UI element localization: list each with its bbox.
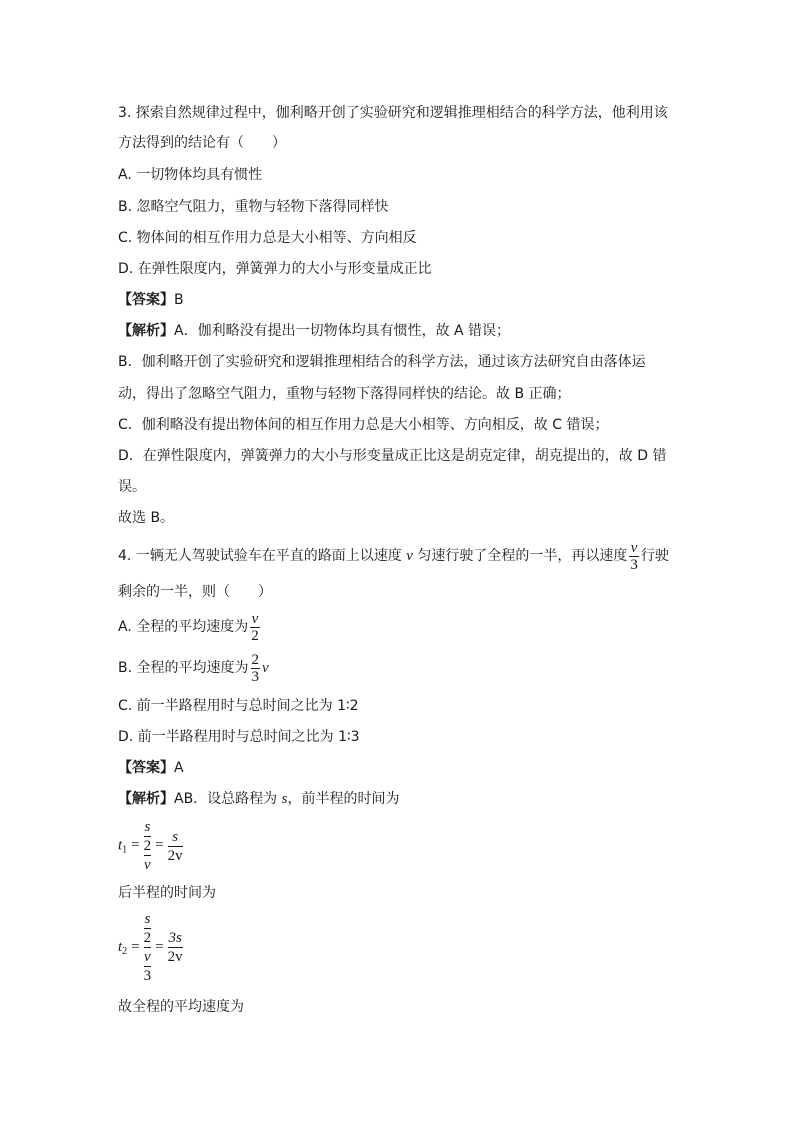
q3-stem-line2: 方法得到的结论有（ ） [118,135,286,151]
eq1-lhs-sub: 1 [122,844,128,856]
equation-t2 [118,910,183,985]
eq2-lhs-sub: 2 [122,945,128,957]
q4-option-b-text: B. 全程的平均速度为 [118,660,249,676]
eq2-rhs-fraction [168,929,183,966]
eq1-inner-fraction [144,818,152,855]
eq2-equals-2: = [155,938,164,955]
q4-stem-part1: 4. 一辆无人驾驶试验车在平直的路面上以速度 [118,548,402,564]
q4-answer [118,759,184,777]
q3-analysis-label: 【解析】 [118,323,174,339]
q4-answer-label: 【答案】 [118,760,174,776]
q3-stem-line1: 3. 探索自然规律过程中，伽利略开创了实验研究和逻辑推理相结合的科学方法，他利用该 [118,105,668,121]
eq1-compound-fraction [144,818,152,874]
equation-t1 [118,818,183,874]
q4-analysis-line [118,790,399,808]
q4-option-b-num: 2 [251,651,260,668]
eq1-rhs-den: 2v [167,847,183,864]
eq1-inner-den: 2 [143,838,152,854]
q4-stem-frac-den: 3 [630,556,638,573]
eq1-lhs: t [118,837,123,854]
q4-stem-fraction [629,540,639,573]
q3-answer [118,291,184,309]
q4-option-a-text: A. 全程的平均速度为 [118,619,249,635]
q3-option-a: A. 一切物体均具有惯性 [118,167,263,183]
eq1-rhs-fraction [168,828,183,865]
q4-option-b-den: 3 [251,668,260,685]
q4-answer-value: A [174,760,184,776]
eq1-rhs-num: s [172,828,179,845]
q4-stem-line1 [118,538,669,574]
q3-analysis-c: C．伽利略没有提出物体间的相互作用力总是大小相等、方向相反，故 C 错误； [118,417,609,433]
eq2-compound-fraction [144,910,152,985]
eq2-rhs-num: 3s [168,930,182,946]
q4-analysis-part2: ，前半程的时间为 [287,791,400,807]
q4-analysis-label: 【解析】 [118,791,174,807]
eq2-top-num: s [144,911,151,927]
eq2-lhs: t [118,938,123,955]
eq2-rhs-den: 2v [167,949,183,965]
q4-option-a [118,609,262,645]
q4-option-d: D. 前一半路程用时与总时间之比为 1∶3 [118,729,360,745]
q3-analysis-d2: 误。 [118,479,146,495]
q3-option-c: C. 物体间的相互作用力总是大小相等、方向相反 [118,230,417,246]
q3-answer-label: 【答案】 [118,292,174,308]
q3-conclusion: 故选 B。 [118,510,175,526]
q3-analysis-a-text: A．伽利略没有提出一切物体均具有惯性，故 A 错误； [174,323,511,339]
eq2-bot-den: 3 [143,968,152,984]
q4-option-a-fraction [250,611,260,644]
q3-analysis-a [118,322,510,340]
q4-final-line: 故全程的平均速度为 [118,999,244,1015]
q4-stem-part3: 行驶 [640,548,669,564]
eq2-equals: = [131,938,140,955]
q3-analysis-b1: B．伽利略开创了实验研究和逻辑推理相结合的科学方法，通过该方法研究自由落体运 [118,354,646,370]
q4-option-b [118,650,269,686]
q4-stem-part2: 匀速行驶了全程的一半，再以速度 [417,548,628,564]
eq1-inner-num: s [144,819,151,835]
q4-second-half-label: 后半程的时间为 [118,885,216,901]
q4-analysis-var-s: s [281,791,288,807]
q3-option-d: D. 在弹性限度内，弹簧弹力的大小与形变量成正比 [118,261,432,277]
q3-analysis-d1: D．在弹性限度内，弹簧弹力的大小与形变量成正比这是胡克定律，胡克提出的，故 D 错 [118,448,667,464]
eq2-bot-num: v [144,949,151,965]
eq2-top-fraction [144,910,152,947]
q4-option-a-den: 2 [251,627,259,644]
eq2-top-den: 2 [143,930,152,946]
q4-stem-line2: 剩余的一半，则（ ） [118,584,272,600]
q4-option-c: C. 前一半路程用时与总时间之比为 1∶2 [118,698,359,714]
q4-stem-frac-num: v [630,539,638,556]
q3-analysis-b2: 动，得出了忽略空气阻力，重物与轻物下落得同样快的结论。故 B 正确； [118,386,571,402]
q3-answer-value: B [174,292,184,308]
q4-analysis-part1: AB．设总路程为 [174,791,278,807]
q4-stem-var-v: v [406,548,413,564]
q3-option-b: B. 忽略空气阻力，重物与轻物下落得同样快 [118,199,389,215]
eq1-outer-den: v [144,857,151,873]
q4-option-b-fraction [251,652,261,685]
eq1-equals: = [131,837,140,854]
q4-option-b-var: v [262,660,269,676]
eq1-equals-2: = [155,837,164,854]
eq2-bottom-fraction [144,948,152,985]
q4-option-a-num: v [251,610,259,627]
